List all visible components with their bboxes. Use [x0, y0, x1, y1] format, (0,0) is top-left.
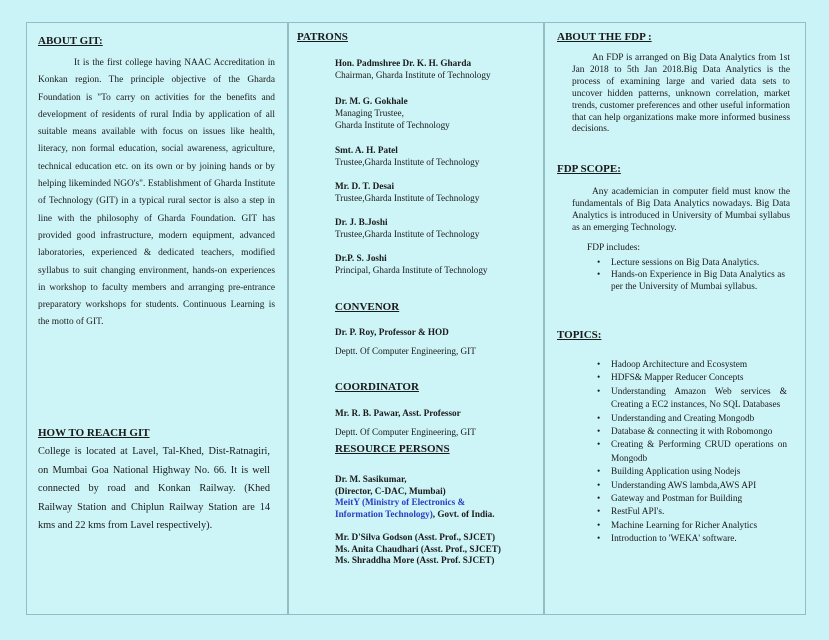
list-item: • Hands-on Experience in Big Data Analytics as per the University of Mumbai syllabus.: [597, 269, 785, 293]
patron-title: Chairman, Gharda Institute of Technology: [335, 70, 491, 80]
patron-title: Trustee,Gharda Institute of Technology: [335, 157, 480, 167]
patron-entry: [335, 95, 450, 131]
how-to-reach-text: College is located at Lavel, Tal-Khed, Dist-Ratnagiri, on Mumbai Goa National Highway No. 66. It is well connected by road and Konkan Railway. (Khed Railway Station and Chiplun Railway Station are 14 kms and 22 kms from Lavel respectively).: [38, 446, 270, 532]
list-item: • RestFul API's.: [597, 506, 787, 519]
resource-lead-role: (Director, C-DAC, Mumbai): [335, 485, 446, 496]
meity-text: MeitY (Ministry of Electronics &: [335, 497, 466, 507]
about-fdp-text: An FDP is arranged on Big Data Analytics from 1st Jan 2018 to 5th Jan 2018.Big Data Analytics is the process of examining large and varied data sets to uncover hidden patterns, unknown correlation, market trends, customer preferences and other useful information that can help organizations make more informed business decisions.: [572, 53, 790, 135]
list-item: • Gateway and Postman for Building: [597, 493, 787, 506]
fdp-includes-label: FDP includes:: [587, 243, 641, 253]
coordinator-entry: [335, 407, 476, 438]
list-item: • Introduction to 'WEKA' software.: [597, 533, 787, 546]
list-item: • Understanding Amazon Web services & Creating a EC2 instances, No SQL Databases: [597, 386, 787, 413]
coordinator-dept: Deptt. Of Computer Engineering, GIT: [335, 427, 476, 437]
patron-name: Dr.P. S. Joshi: [335, 253, 387, 263]
fdp-scope-heading: FDP SCOPE:: [557, 163, 621, 175]
convenor-heading: CONVENOR: [335, 301, 400, 313]
patron-entry: [335, 252, 488, 276]
convenor-dept: Deptt. Of Computer Engineering, GIT: [335, 346, 476, 356]
about-fdp-heading: ABOUT THE FDP :: [557, 31, 652, 43]
right-panel: [544, 22, 806, 615]
list-item: • HDFS& Mapper Reducer Concepts: [597, 372, 787, 385]
about-git-text: It is the first college having NAAC Accreditation in Konkan region. The principle objective of the Gharda Foundation is "To carry on activities for the benefits and development of residents of rural India by application of all suitable means available with focus on issues like health, literacy, non formal education, social awareness, agriculture, technical education etc. on its own or by joining hands or by helping likeminded NGO's". Establishment of Gharda Institute of Technology (GIT) in a typical rural sector is also a step in line with the philosophy of Gharda Foundation. GIT has provided good infrastructure, modern equipment, advanced laboratories, experienced & dedicated teachers, modified syllabus to suit changing environment, hands-on experiences in workshop to faculty members and arranging pre-entrance preparatory workshops for students. Continuous Learning is the motto of GIT.: [38, 58, 275, 328]
topics-heading: TOPICS:: [557, 329, 602, 341]
fdp-includes-list: [597, 257, 785, 293]
about-git-heading: ABOUT GIT:: [38, 35, 103, 47]
govt-text: , Govt. of India.: [432, 508, 495, 519]
list-item: • Understanding and Creating Mongodb: [597, 413, 787, 426]
resource-lead: [335, 474, 495, 520]
patron-title: Trustee,Gharda Institute of Technology: [335, 193, 480, 203]
resource-person: Mr. D'Silva Godson (Asst. Prof., SJCET): [335, 532, 496, 542]
patron-title: Managing Trustee,: [335, 108, 404, 118]
resource-person: Ms. Anita Chaudhari (Asst. Prof., SJCET): [335, 543, 501, 554]
patron-entry: [335, 57, 491, 81]
list-item: • Lecture sessions on Big Data Analytics.: [597, 257, 785, 269]
left-panel: [26, 22, 288, 615]
resource-others: [335, 532, 501, 567]
list-item: • Hadoop Architecture and Ecosystem: [597, 359, 787, 372]
patron-name: Smt. A. H. Patel: [335, 145, 398, 155]
topics-list: [597, 359, 787, 547]
patron-entry: [335, 180, 479, 204]
patron-title: Principal, Gharda Institute of Technology: [335, 265, 488, 275]
coordinator-name: Mr. R. B. Pawar, Asst. Professor: [335, 408, 461, 418]
list-item: • Database & connecting it with Robomongo: [597, 426, 787, 439]
resource-person: Ms. Shraddha More (Asst. Prof. SJCET): [335, 555, 495, 565]
patron-name: Mr. D. T. Desai: [335, 181, 395, 191]
how-to-reach-heading: HOW TO REACH GIT: [38, 427, 150, 439]
list-item: • Understanding AWS lambda,AWS API: [597, 480, 787, 493]
list-item: • Building Application using Nodejs: [597, 466, 787, 479]
patron-name: Hon. Padmshree Dr. K. H. Gharda: [335, 58, 472, 68]
patron-name: Dr. J. B.Joshi: [335, 217, 388, 227]
patron-name: Dr. M. G. Gokhale: [335, 96, 408, 106]
convenor-name: Dr. P. Roy, Professor & HOD: [335, 327, 449, 337]
resource-persons-heading: RESOURCE PERSONS: [335, 443, 450, 455]
list-item: • Creating & Performing CRUD operations on Mongodb: [597, 439, 787, 466]
list-item: • Machine Learning for Richer Analytics: [597, 520, 787, 533]
fdp-scope-text: Any academician in computer field must know the fundamentals of Big Data Analytics nowadays. Big Data Analytics is introduced in University of Mumbai syllabus as an emerging Technology.: [572, 187, 790, 233]
patron-entry: [335, 216, 479, 240]
patron-title: Trustee,Gharda Institute of Technology: [335, 229, 480, 239]
coordinator-heading: COORDINATOR: [335, 381, 419, 393]
resource-lead-name: Dr. M. Sasikumar,: [335, 474, 407, 484]
patron-entry: [335, 144, 479, 168]
patrons-heading: PATRONS: [297, 31, 348, 43]
convenor-entry: [335, 326, 476, 357]
meity-text-2: Information Technology): [335, 508, 433, 519]
middle-panel: [288, 22, 544, 615]
patron-title: Gharda Institute of Technology: [335, 120, 450, 130]
